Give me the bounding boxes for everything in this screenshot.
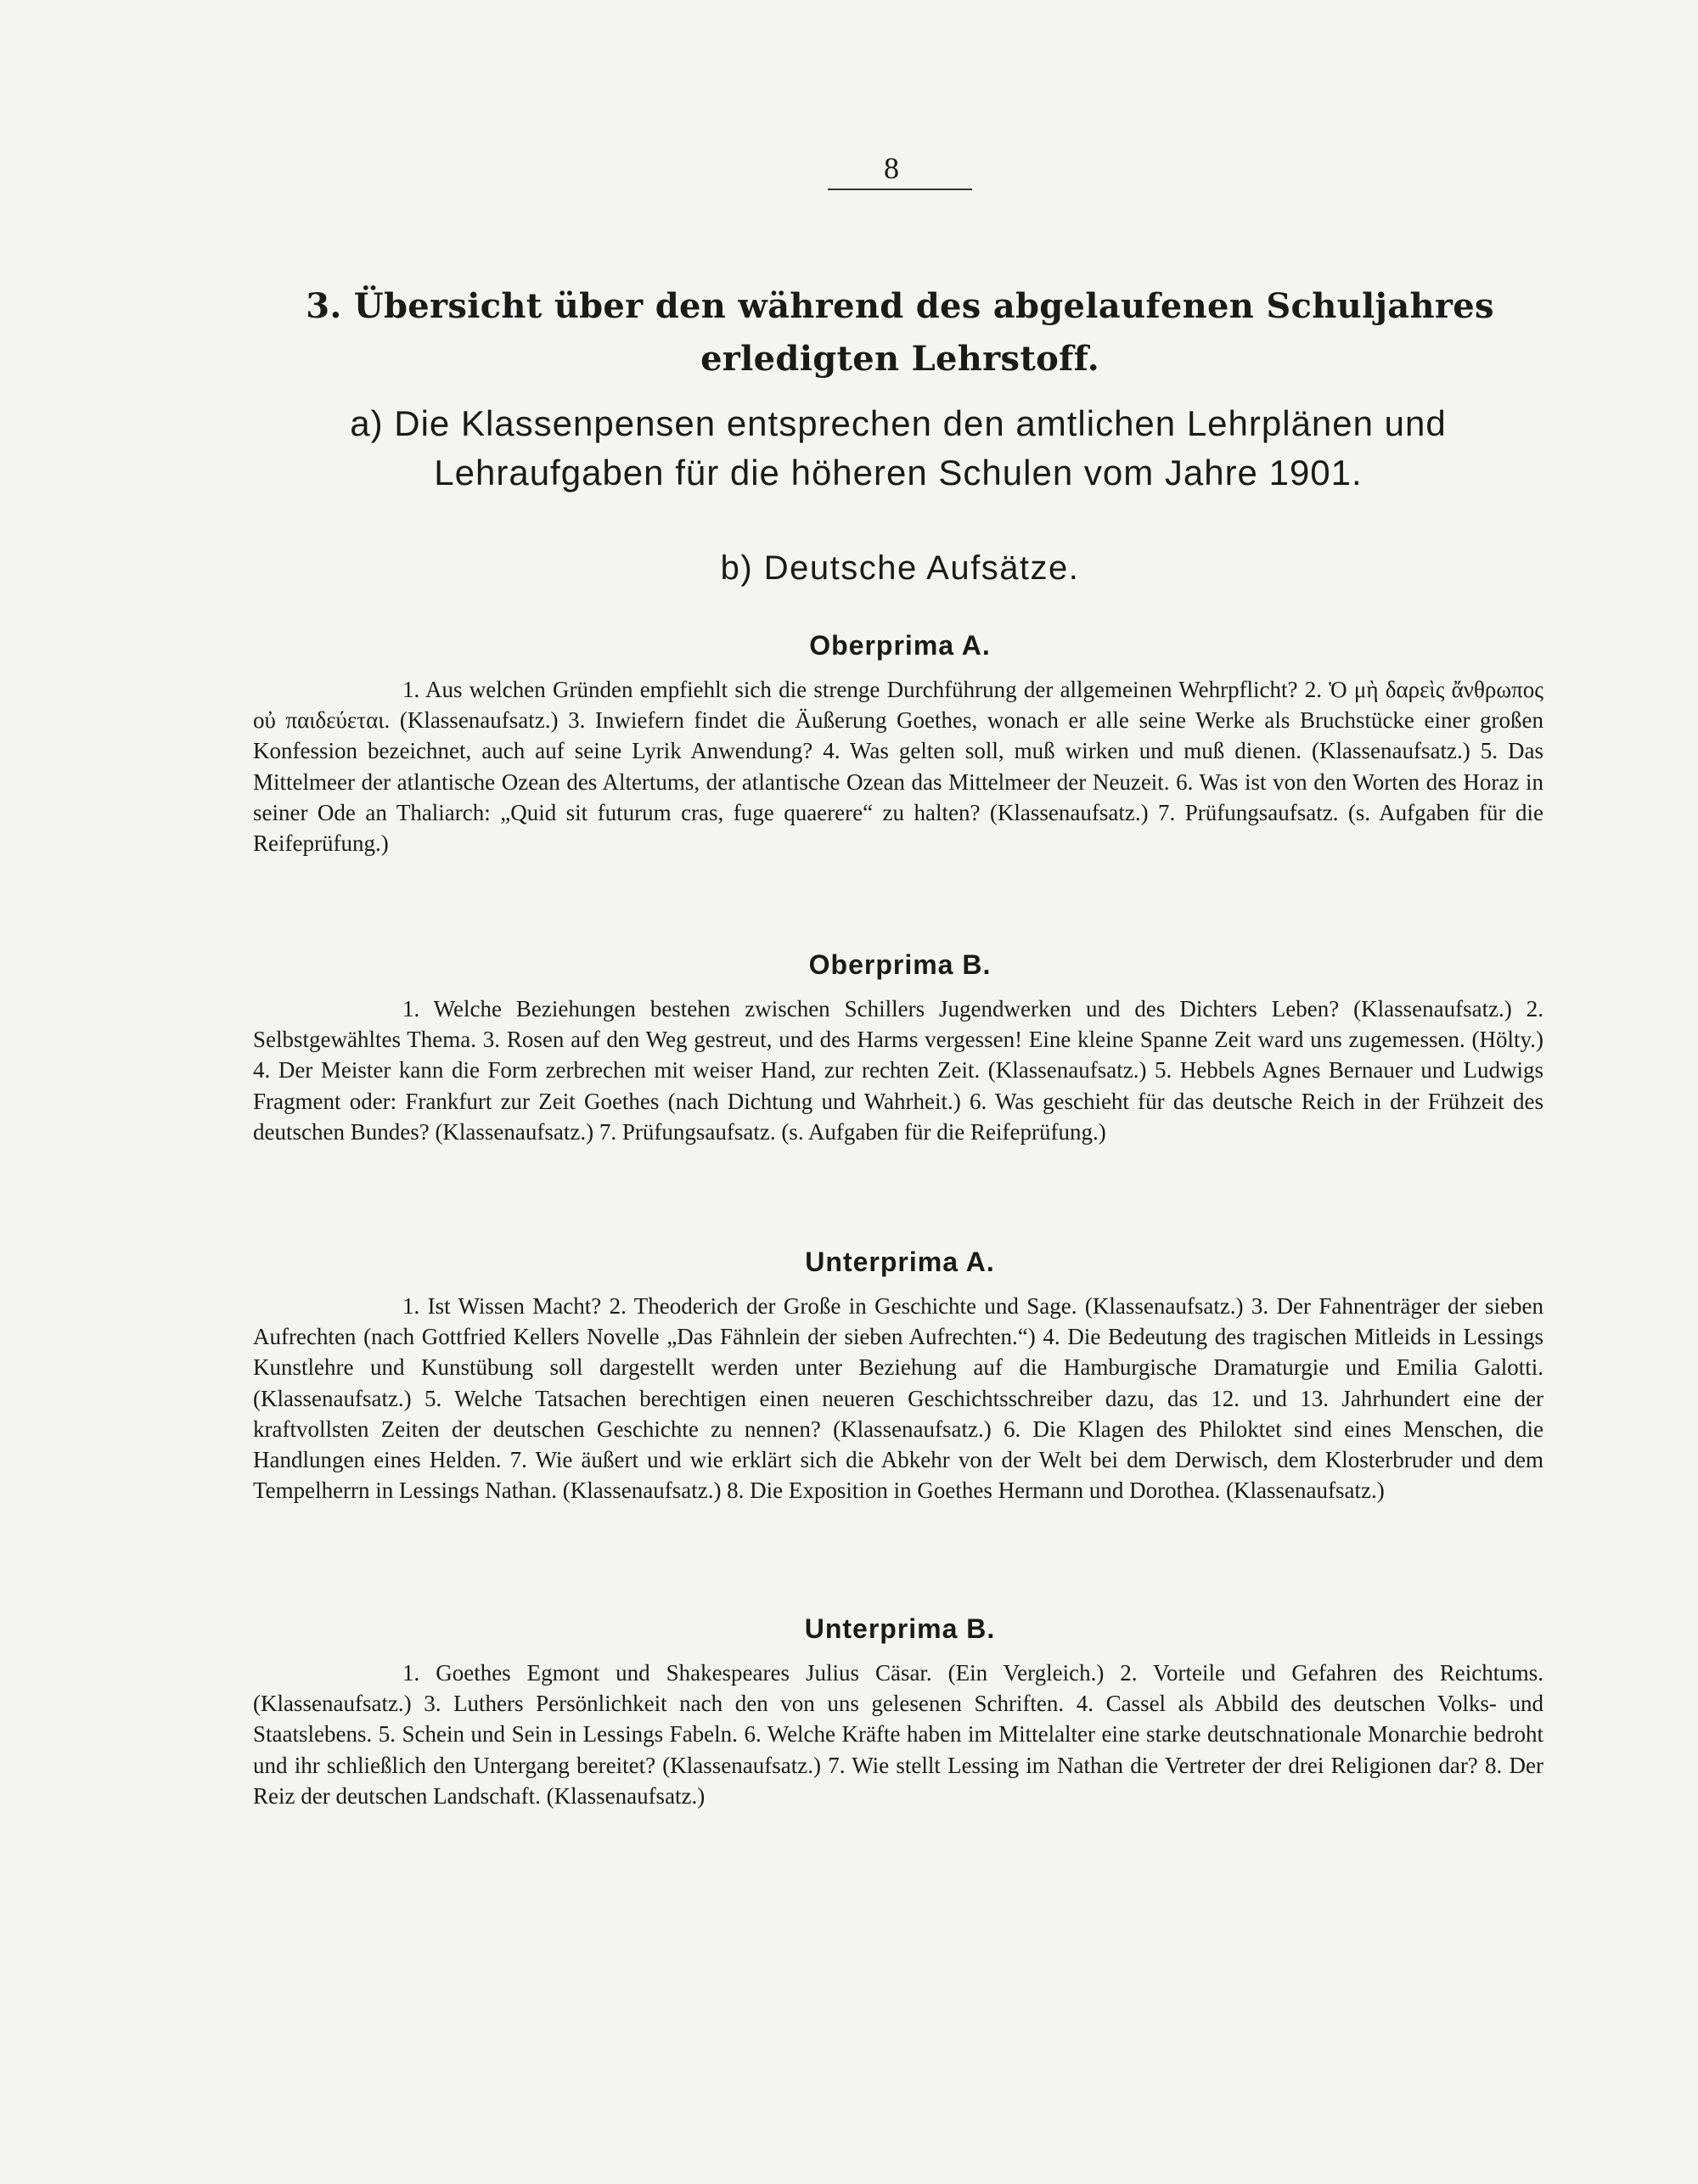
section-body-unterprima-b: 1. Goethes Egmont und Shakespeares Julius Cäsar. (Ein Vergleich.) 2. Vorteile und Gefahren des Reichtums. (Klassenaufsatz.) 3. Luthers Persönlichkeit nach den von uns gelesenen Schriften. 4. Cassel als Abbild des deutschen Volks- und Staatslebens. 5. Schein und Sein in Lessings Fabeln. 6. Welche Kräfte haben im Mittelalter eine starke deutschnationale Monarchie bedroht und ihr schließlich den Untergang bereitet? (Klassenaufsatz.) 7. Wie stellt Lessing im Nathan die Vertreter der drei Religionen dar? 8. Der Reiz der deutschen Landschaft. (Klassenaufsatz.) xyxy=(253,1660,1543,1809)
subheading-curriculum: a) Die Klassenpensen entsprechen den amtlichen Lehrplänen und Lehraufgaben für die höheren Schulen vom Jahre 1901. xyxy=(350,403,1447,493)
section-title-unterprima-a: Unterprima A. xyxy=(805,1247,995,1277)
page-number-rule xyxy=(828,189,972,190)
subheading-german-essays: b) Deutsche Aufsätze. xyxy=(720,549,1080,587)
section-body-oberprima-a: 1. Aus welchen Gründen empfiehlt sich die strenge Durchführung der allgemeinen Wehrpflicht? 2. Ὁ μὴ δαρεὶς ἄνθρωπος οὐ παιδεύεται. (Klassenaufsatz.) 3. Inwiefern findet die Äußerung Goethes, wonach er alle seine Werke als Bruchstücke einer großen Konfession bezeichnet, auch auf seine Lyrik Anwendung? 4. Was gelten soll, muß wirken und muß dienen. (Klassenaufsatz.) 5. Das Mittelmeer der atlantische Ozean des Altertums, der atlantische Ozean das Mittelmeer der Neuzeit. 6. Was ist von den Worten des Horaz in seiner Ode an Thaliarch: „Quid sit futurum cras, fuge quaerere“ zu halten? (Klassenaufsatz.) 7. Prüfungsaufsatz. (s. Aufgaben für die Reifeprüfung.) xyxy=(253,677,1543,857)
main-heading: 3. Übersicht über den während des abgelaufenen Schuljahres erledigten Lehrstoff. xyxy=(306,286,1494,379)
section-body-unterprima-a: 1. Ist Wissen Macht? 2. Theoderich der Große in Geschichte und Sage. (Klassenaufsatz.) 3. Der Fahnenträger der sieben Aufrechten (nach Gottfried Kellers Novelle „Das Fähnlein der sieben Aufrechten.“) 4. Die Bedeutung des tragischen Mitleids in Lessings Kunstlehre und Kunstübung soll dargestellt werden unter Beziehung auf die Hamburgische Dramaturgie und Emilia Galotti. (Klassenaufsatz.) 5. Welche Tatsachen berechtigen einen neueren Geschichtsschreiber dazu, das 12. und 13. Jahrhundert eine der kraftvollsten Zeiten der deutschen Geschichte zu nennen? (Klassenaufsatz.) 6. Die Klagen des Philoktet sind eines Menschen, die Handlungen eines Helden. 7. Wie äußert und wie erklärt sich die Abkehr von der Welt bei dem Derwisch, dem Klosterbruder und dem Tempelherrn in Lessings Nathan. (Klassenaufsatz.) 8. Die Exposition in Goethes Hermann und Dorothea. (Klassenaufsatz.) xyxy=(253,1293,1543,1504)
section-body-oberprima-b: 1. Welche Beziehungen bestehen zwischen Schillers Jugendwerken und des Dichters Leben? (Klassenaufsatz.) 2. Selbstgewähltes Thema. 3. Rosen auf den Weg gestreut, und des Harms vergessen! Eine kleine Spanne Zeit ward uns zugemessen. (Hölty.) 4. Der Meister kann die Form zerbrechen mit weiser Hand, zur rechten Zeit. (Klassenaufsatz.) 5. Hebbels Agnes Bernauer und Ludwigs Fragment oder: Frankfurt zur Zeit Goethes (nach Dichtung und Wahrheit.) 6. Was geschieht für das deutsche Reich in der Frühzeit des deutschen Bundes? (Klassenaufsatz.) 7. Prüfungsaufsatz. (s. Aufgaben für die Reifeprüfung.) xyxy=(253,996,1543,1145)
section-title-unterprima-b: Unterprima B. xyxy=(804,1613,996,1644)
page-number: 8 xyxy=(884,151,899,185)
section-title-oberprima-b: Oberprima B. xyxy=(808,949,992,980)
section-title-oberprima-a: Oberprima A. xyxy=(809,630,991,661)
